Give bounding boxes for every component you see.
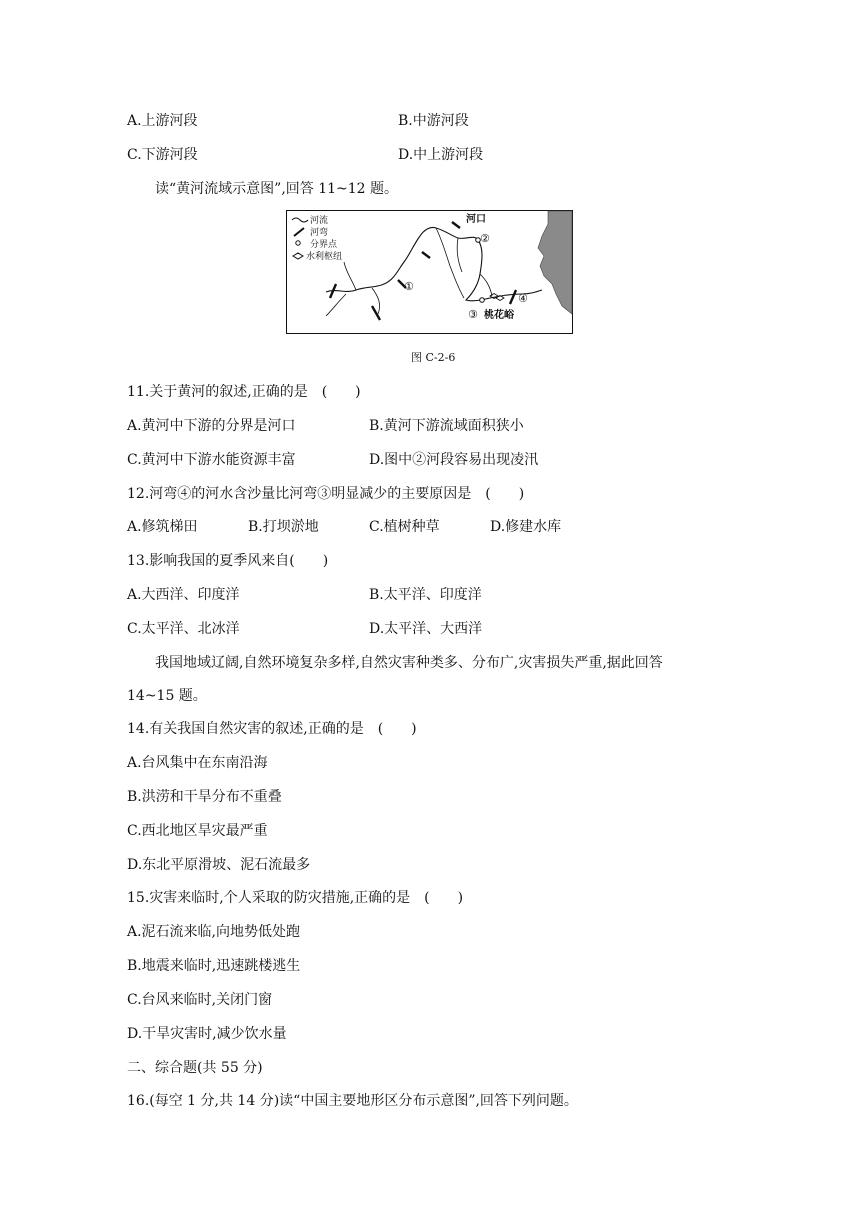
q11-option-b: B.黄河下游流域面积狭小 [369, 418, 524, 434]
q14-option-d: D.东北平原滑坡、泥石流最多 [127, 857, 311, 873]
q11-stem: 11.关于黄河的叙述,正确的是 ( ) [127, 384, 361, 400]
intro-14-15-line1: 我国地域辽阔,自然环境复杂多样,自然灾害种类多、分布广,灾害损失严重,据此回答 [155, 655, 663, 671]
q15-option-c: C.台风来临时,关闭门窗 [127, 992, 273, 1008]
figure-caption: 图 C-2-6 [411, 351, 456, 364]
intro-11-12: 读“黄河流域示意图”,回答 11~12 题。 [155, 181, 399, 197]
label-circle-4: ④ [518, 292, 528, 305]
q10-option-b: B.中游河段 [398, 113, 469, 129]
q12-option-a: A.修筑梯田 [127, 519, 198, 535]
q13-option-b: B.太平洋、印度洋 [369, 587, 482, 603]
legend-boundary: 分界点 [310, 240, 338, 250]
q15-option-a: A.泥石流来临,向地势低处跑 [127, 924, 301, 940]
label-hekou: 河口 [466, 214, 486, 225]
q13-option-c: C.太平洋、北冰洋 [127, 621, 240, 637]
q15-stem: 15.灾害来临时,个人采取的防灾措施,正确的是 ( ) [127, 890, 464, 906]
q14-option-b: B.洪涝和干旱分布不重叠 [127, 789, 282, 805]
q12-option-d: D.修建水库 [490, 519, 562, 535]
yellow-river-map [286, 210, 573, 334]
q15-option-d: D.干旱灾害时,减少饮水量 [127, 1026, 287, 1042]
q16-stem: 16.(每空 1 分,共 14 分)读“中国主要地形区分布示意图”,回答下列问题。 [127, 1093, 578, 1109]
legend-river: 河流 [310, 216, 329, 226]
q12-option-b: B.打坝淤地 [248, 519, 319, 535]
label-circle-2: ② [480, 232, 490, 245]
label-taohuayu: 桃花峪 [484, 310, 514, 321]
q13-option-a: A.大西洋、印度洋 [127, 587, 240, 603]
label-circle-3: ③ [468, 308, 478, 321]
q12-stem: 12.河弯④的河水含沙量比河弯③明显减少的主要原因是 ( ) [127, 486, 525, 502]
legend-bend: 河弯 [310, 228, 329, 238]
q14-option-c: C.西北地区旱灾最严重 [127, 823, 268, 839]
q15-option-b: B.地震来临时,迅速跳楼逃生 [127, 958, 301, 974]
q12-option-c: C.植树种草 [369, 519, 440, 535]
q11-option-c: C.黄河中下游水能资源丰富 [127, 452, 296, 468]
q11-option-d: D.图中②河段容易出现凌汛 [369, 452, 539, 468]
q13-option-d: D.太平洋、大西洋 [369, 621, 483, 637]
q10-option-a: A.上游河段 [127, 113, 198, 129]
q11-option-a: A.黄河中下游的分界是河口 [127, 418, 296, 434]
intro-14-15-line2: 14~15 题。 [127, 688, 207, 704]
q10-option-c: C.下游河段 [127, 147, 198, 163]
label-circle-1: ① [404, 280, 414, 293]
boundary-legend-icon [296, 241, 300, 245]
q13-stem: 13.影响我国的夏季风来自( ) [127, 553, 329, 569]
q14-stem: 14.有关我国自然灾害的叙述,正确的是 ( ) [127, 721, 417, 737]
q10-option-d: D.中上游河段 [398, 147, 484, 163]
section-2-heading: 二、综合题(共 55 分) [127, 1060, 263, 1076]
boundary-point-taohuayu [480, 298, 485, 303]
q14-option-a: A.台风集中在东南沿海 [127, 755, 268, 771]
legend-hub: 水利枢纽 [306, 252, 343, 262]
